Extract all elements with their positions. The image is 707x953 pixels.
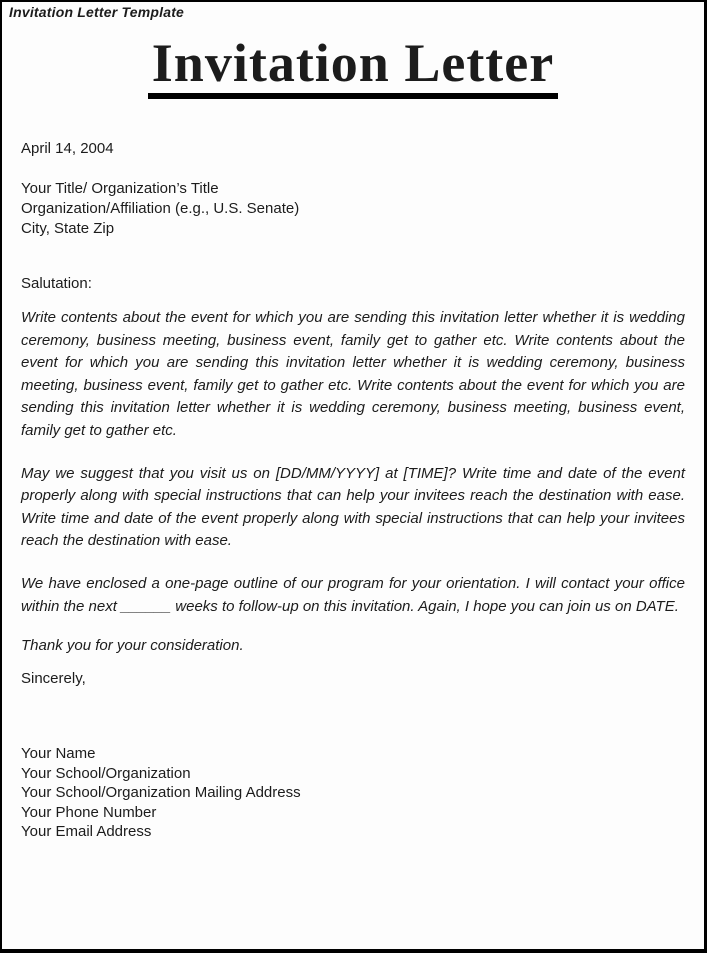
closing-signoff: Sincerely, — [21, 670, 86, 688]
body-paragraph-2: May we suggest that you visit us on [DD/MM/YYYY] at [TIME]? Write time and date of the event properly along with special instructions that can help your invitees reach the destination with ease. Write time and date of the event properly along with special instructions that can help your invitees reach the destination with ease. — [21, 464, 685, 550]
signature-line: Your School/Organization — [21, 764, 191, 782]
letter-body — [2, 139, 704, 842]
signature-line: Your Name — [21, 745, 96, 763]
document-label: Invitation Letter Template — [9, 4, 185, 20]
body-paragraph-3: We have enclosed a one-page outline of our program for your orientation. I will contact your office within the next ______ weeks to follow-up on this invitation. Again, I hope you can join us on DATE. — [21, 574, 685, 615]
recipient-line: Organization/Affiliation (e.g., U.S. Senate) — [21, 200, 300, 217]
recipient-line: City, State Zip — [21, 220, 115, 237]
closing-thanks: Thank you for your consideration. — [21, 637, 244, 655]
letter-date: April 14, 2004 — [21, 140, 114, 157]
recipient-block — [21, 179, 685, 239]
signature-block — [21, 744, 685, 842]
letter-title: Invitation Letter — [148, 36, 558, 99]
signature-line: Your Phone Number — [21, 803, 157, 821]
signature-line: Your Email Address — [21, 823, 152, 841]
body-paragraph-1: Write contents about the event for which you are sending this invitation letter whether it is wedding ceremony, business meeting, business event, family get to gather etc. Write contents about the event for which you are sending this invitation letter whether it is wedding ceremony, business meeting, business event, family get to gather etc. Write contents about the event for which you are sending this invitation letter whether it is wedding ceremony, business meeting, business event, family get to gather etc. — [21, 309, 685, 439]
salutation: Salutation: — [21, 275, 92, 292]
signature-line: Your School/Organization Mailing Address — [21, 784, 301, 802]
title-container — [2, 33, 704, 99]
recipient-line: Your Title/ Organization’s Title — [21, 180, 219, 197]
